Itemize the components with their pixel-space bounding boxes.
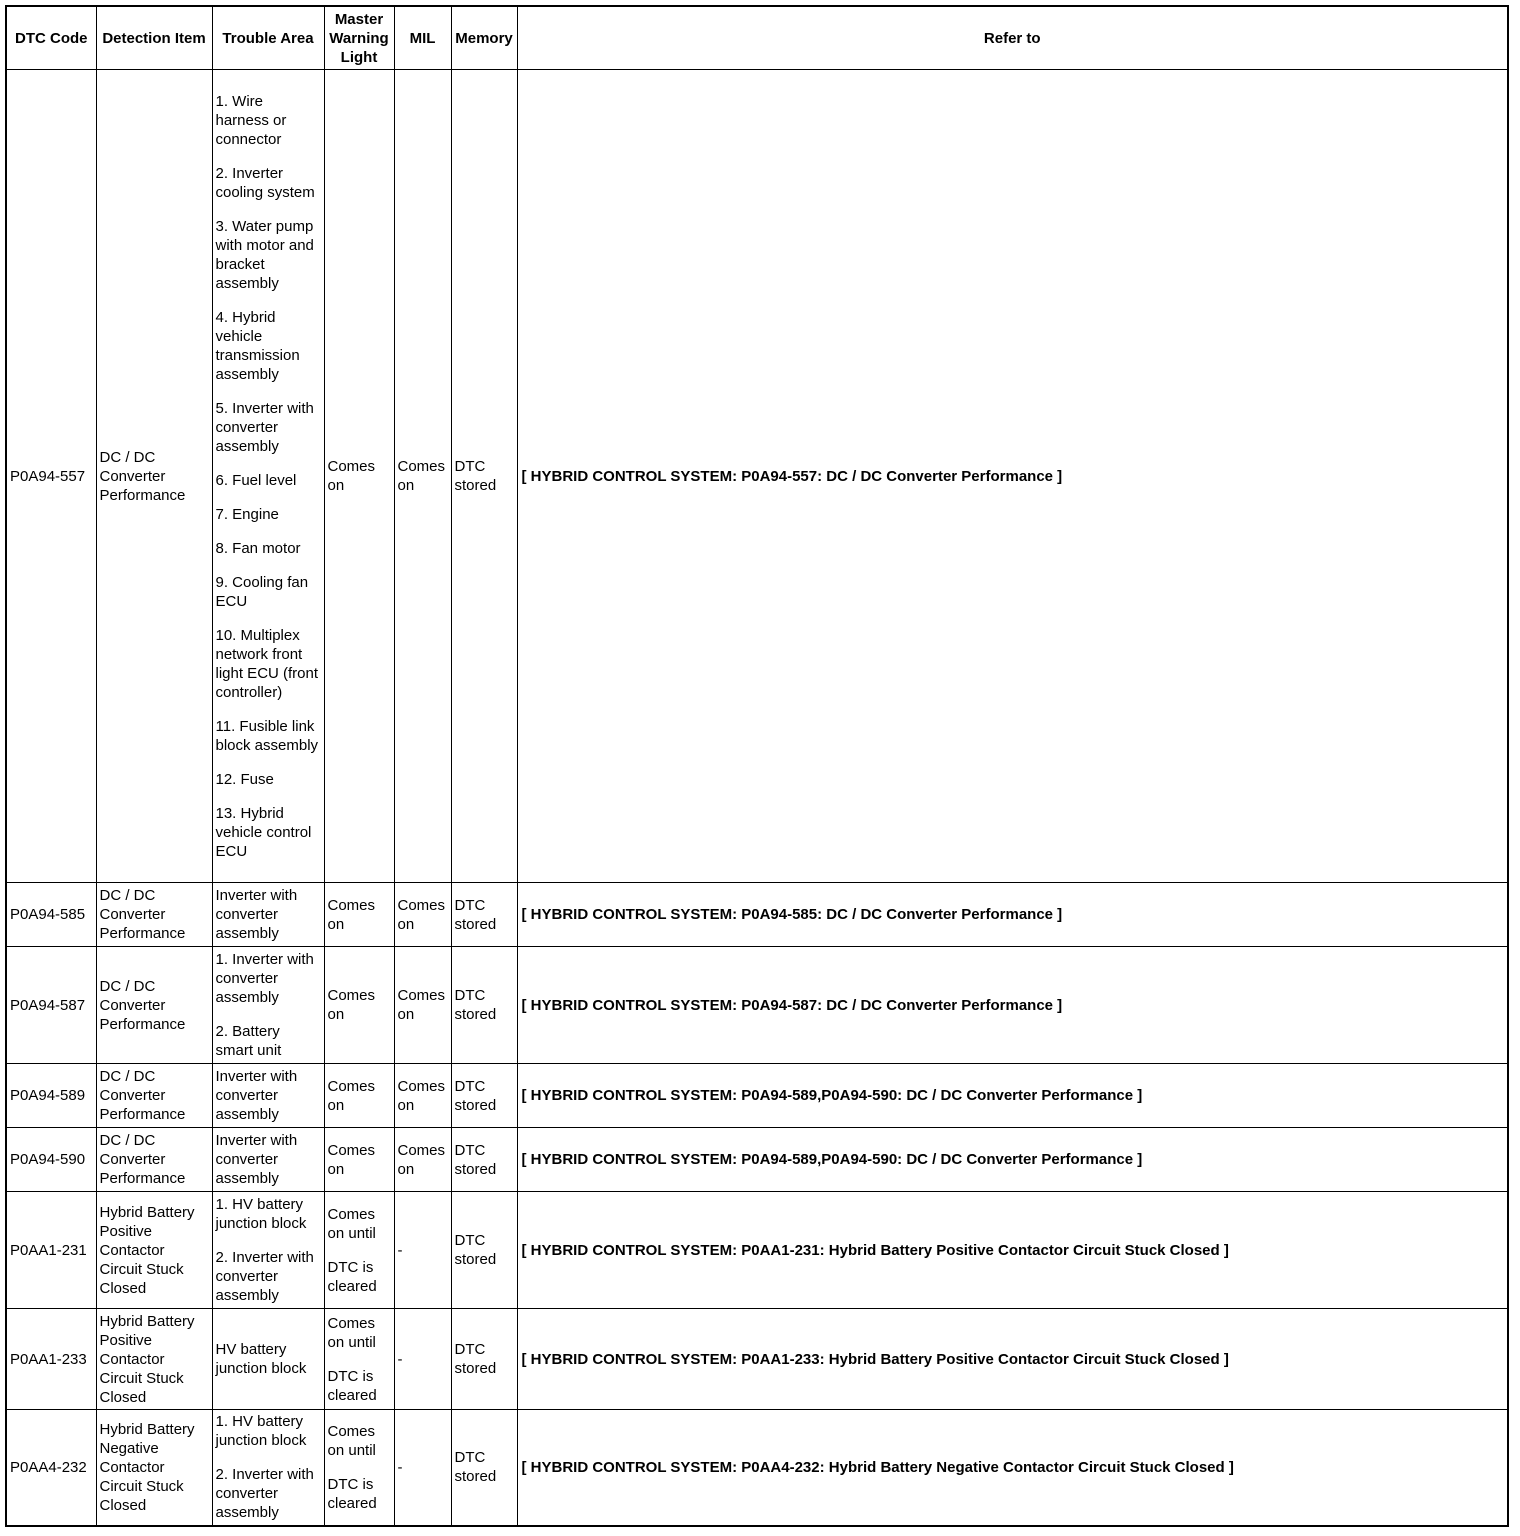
table-body bbox=[6, 70, 1508, 1526]
trouble-area-cell bbox=[212, 1410, 324, 1526]
trouble-area-item: 2. Inverter with converter assembly bbox=[215, 1466, 314, 1522]
trouble-area-item: 8. Fan motor bbox=[215, 539, 301, 557]
trouble-area-item: 4. Hybrid vehicle transmission assembly bbox=[215, 308, 300, 383]
trouble-area-cell bbox=[212, 883, 324, 947]
master-warning-line: Comes on until bbox=[327, 1205, 376, 1242]
mil-cell: Comes on bbox=[394, 1128, 451, 1192]
master-warning-line: Comes on until bbox=[327, 1422, 376, 1459]
refer-to-cell: [ HYBRID CONTROL SYSTEM: P0A94-587: DC / DC Converter Performance ] bbox=[517, 947, 1508, 1064]
master-warning-line: Comes on bbox=[327, 896, 376, 933]
header-master-warning-light: Master Warning Light bbox=[324, 6, 394, 70]
memory-cell: DTC stored bbox=[451, 70, 517, 883]
trouble-area-cell bbox=[212, 70, 324, 883]
trouble-area-item: 10. Multiplex network front light ECU (front controller) bbox=[215, 626, 319, 701]
master-warning-light-cell bbox=[324, 1309, 394, 1410]
header-memory: Memory bbox=[451, 6, 517, 70]
detection-item-cell: Hybrid Battery Positive Contactor Circuit Stuck Closed bbox=[96, 1309, 212, 1410]
master-warning-light-cell bbox=[324, 1128, 394, 1192]
trouble-area-item: 1. HV battery junction block bbox=[215, 1413, 307, 1450]
master-warning-light-cell bbox=[324, 1064, 394, 1128]
mil-cell: Comes on bbox=[394, 883, 451, 947]
dtc-code-cell: P0AA4-232 bbox=[6, 1410, 96, 1526]
trouble-area-cell bbox=[212, 1309, 324, 1410]
dtc-code-cell: P0AA1-233 bbox=[6, 1309, 96, 1410]
trouble-area-item: Inverter with converter assembly bbox=[215, 1068, 298, 1123]
table-row bbox=[6, 1128, 1508, 1192]
mil-cell: Comes on bbox=[394, 70, 451, 883]
table-row bbox=[6, 1064, 1508, 1128]
dtc-table bbox=[5, 5, 1509, 1527]
trouble-area-item: 6. Fuel level bbox=[215, 471, 297, 489]
master-warning-line: DTC is cleared bbox=[327, 1475, 377, 1512]
trouble-area-item: HV battery junction block bbox=[215, 1341, 307, 1377]
dtc-code-cell: P0A94-589 bbox=[6, 1064, 96, 1128]
mil-cell: - bbox=[394, 1309, 451, 1410]
trouble-area-item: Inverter with converter assembly bbox=[215, 887, 298, 942]
detection-item-cell: DC / DC Converter Performance bbox=[96, 70, 212, 883]
mil-cell: Comes on bbox=[394, 947, 451, 1064]
trouble-area-item: 7. Engine bbox=[215, 505, 279, 523]
table-row bbox=[6, 947, 1508, 1064]
memory-cell: DTC stored bbox=[451, 883, 517, 947]
trouble-area-item: 3. Water pump with motor and bracket assembly bbox=[215, 217, 314, 292]
table-row bbox=[6, 70, 1508, 883]
master-warning-light-cell bbox=[324, 947, 394, 1064]
trouble-area-item: Inverter with converter assembly bbox=[215, 1132, 298, 1187]
mil-cell: Comes on bbox=[394, 1064, 451, 1128]
trouble-area-cell bbox=[212, 1192, 324, 1309]
master-warning-line: Comes on bbox=[327, 458, 376, 494]
master-warning-line: Comes on bbox=[327, 1141, 376, 1178]
refer-to-cell: [ HYBRID CONTROL SYSTEM: P0A94-589,P0A94-590: DC / DC Converter Performance ] bbox=[517, 1064, 1508, 1128]
master-warning-light-cell bbox=[324, 1410, 394, 1526]
trouble-area-item: 11. Fusible link block assembly bbox=[215, 717, 319, 754]
detection-item-cell: Hybrid Battery Positive Contactor Circuit Stuck Closed bbox=[96, 1192, 212, 1309]
master-warning-line: DTC is cleared bbox=[327, 1367, 377, 1404]
detection-item-cell: DC / DC Converter Performance bbox=[96, 883, 212, 947]
memory-cell: DTC stored bbox=[451, 1192, 517, 1309]
trouble-area-item: 5. Inverter with converter assembly bbox=[215, 399, 314, 455]
table-row bbox=[6, 883, 1508, 947]
header-dtc-code: DTC Code bbox=[6, 6, 96, 70]
detection-item-cell: DC / DC Converter Performance bbox=[96, 1064, 212, 1128]
refer-to-cell: [ HYBRID CONTROL SYSTEM: P0AA1-233: Hybrid Battery Positive Contactor Circuit Stuck Closed ] bbox=[517, 1309, 1508, 1410]
header-row bbox=[6, 6, 1508, 70]
trouble-area-item: 9. Cooling fan ECU bbox=[215, 573, 309, 610]
trouble-area-cell bbox=[212, 947, 324, 1064]
table-row bbox=[6, 1410, 1508, 1526]
header-detection-item: Detection Item bbox=[96, 6, 212, 70]
dtc-code-cell: P0AA1-231 bbox=[6, 1192, 96, 1309]
memory-cell: DTC stored bbox=[451, 1128, 517, 1192]
trouble-area-item: 12. Fuse bbox=[215, 770, 274, 788]
trouble-area-item: 2. Inverter cooling system bbox=[215, 164, 315, 201]
trouble-area-item: 2. Battery smart unit bbox=[215, 1023, 282, 1059]
master-warning-light-cell bbox=[324, 70, 394, 883]
header-mil: MIL bbox=[394, 6, 451, 70]
detection-item-cell: Hybrid Battery Negative Contactor Circuit Stuck Closed bbox=[96, 1410, 212, 1526]
dtc-code-cell: P0A94-590 bbox=[6, 1128, 96, 1192]
trouble-area-item: 1. Inverter with converter assembly bbox=[215, 951, 314, 1006]
master-warning-line: Comes on bbox=[327, 1077, 376, 1114]
memory-cell: DTC stored bbox=[451, 1309, 517, 1410]
trouble-area-item: 1. HV battery junction block bbox=[215, 1196, 307, 1232]
refer-to-cell: [ HYBRID CONTROL SYSTEM: P0A94-589,P0A94-590: DC / DC Converter Performance ] bbox=[517, 1128, 1508, 1192]
trouble-area-item: 2. Inverter with converter assembly bbox=[215, 1249, 314, 1304]
trouble-area-item: 1. Wire harness or connector bbox=[215, 92, 287, 148]
refer-to-cell: [ HYBRID CONTROL SYSTEM: P0A94-557: DC / DC Converter Performance ] bbox=[517, 70, 1508, 883]
mil-cell: - bbox=[394, 1192, 451, 1309]
master-warning-line: Comes on until bbox=[327, 1314, 376, 1351]
trouble-area-cell bbox=[212, 1128, 324, 1192]
master-warning-line: DTC is cleared bbox=[327, 1258, 377, 1295]
dtc-code-cell: P0A94-585 bbox=[6, 883, 96, 947]
table-row bbox=[6, 1309, 1508, 1410]
refer-to-cell: [ HYBRID CONTROL SYSTEM: P0A94-585: DC / DC Converter Performance ] bbox=[517, 883, 1508, 947]
trouble-area-cell bbox=[212, 1064, 324, 1128]
detection-item-cell: DC / DC Converter Performance bbox=[96, 1128, 212, 1192]
dtc-code-cell: P0A94-557 bbox=[6, 70, 96, 883]
master-warning-light-cell bbox=[324, 883, 394, 947]
detection-item-cell: DC / DC Converter Performance bbox=[96, 947, 212, 1064]
header-refer-to: Refer to bbox=[517, 6, 1508, 70]
refer-to-cell: [ HYBRID CONTROL SYSTEM: P0AA1-231: Hybrid Battery Positive Contactor Circuit Stuck Closed ] bbox=[517, 1192, 1508, 1309]
trouble-area-item: 13. Hybrid vehicle control ECU bbox=[215, 804, 312, 860]
dtc-code-cell: P0A94-587 bbox=[6, 947, 96, 1064]
refer-to-cell: [ HYBRID CONTROL SYSTEM: P0AA4-232: Hybrid Battery Negative Contactor Circuit Stuck Closed ] bbox=[517, 1410, 1508, 1526]
memory-cell: DTC stored bbox=[451, 1410, 517, 1526]
table-row bbox=[6, 1192, 1508, 1309]
header-trouble-area: Trouble Area bbox=[212, 6, 324, 70]
memory-cell: DTC stored bbox=[451, 1064, 517, 1128]
master-warning-light-cell bbox=[324, 1192, 394, 1309]
master-warning-line: Comes on bbox=[327, 987, 376, 1023]
mil-cell: - bbox=[394, 1410, 451, 1526]
memory-cell: DTC stored bbox=[451, 947, 517, 1064]
